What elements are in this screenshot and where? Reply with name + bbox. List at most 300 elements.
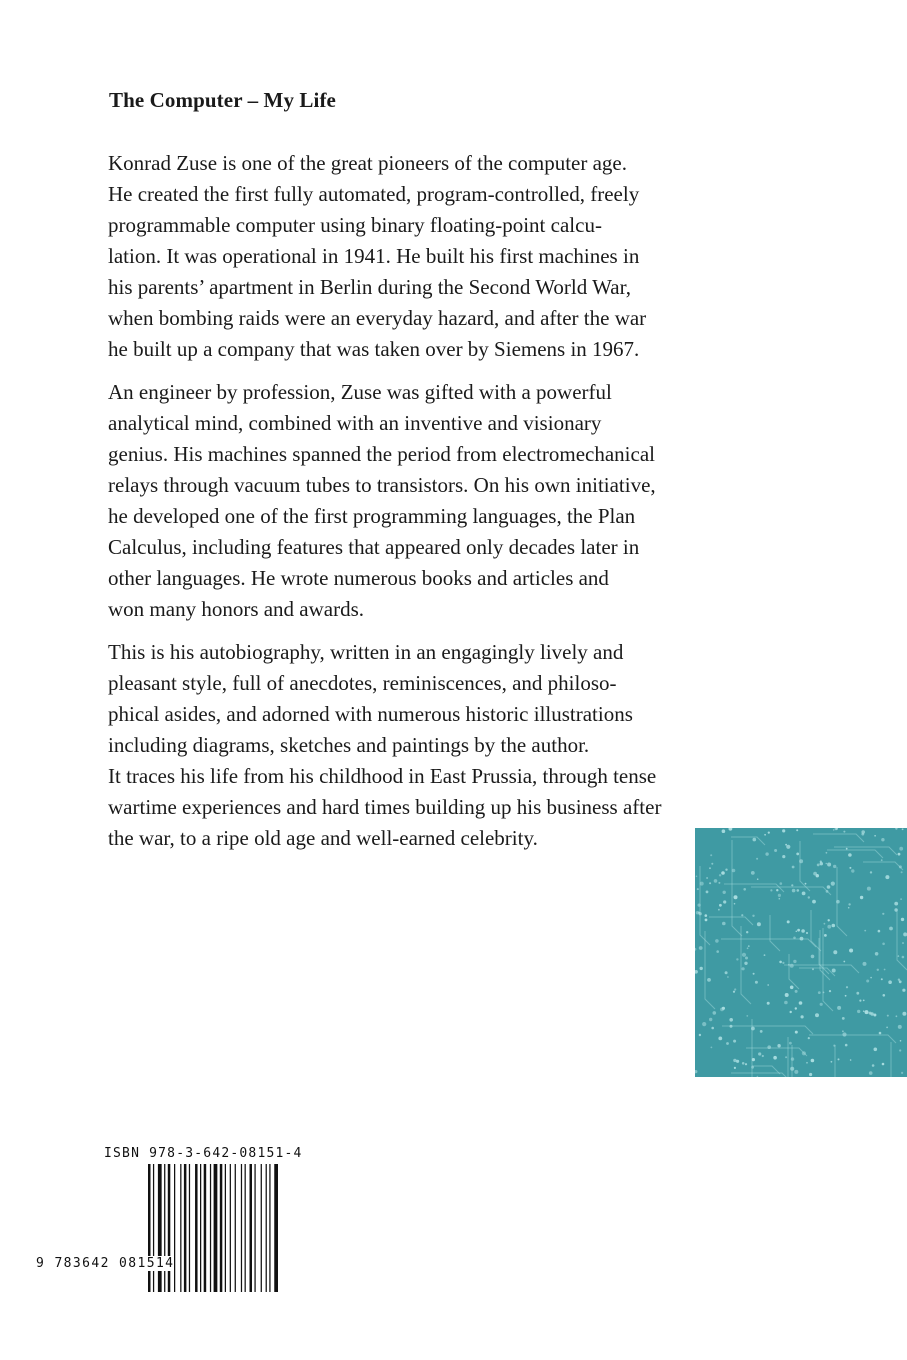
circuit-solder-dot (779, 961, 782, 964)
circuit-solder-dot (741, 914, 743, 916)
circuit-solder-dot (782, 829, 785, 832)
circuit-solder-dot (881, 838, 884, 841)
circuit-solder-dot (800, 937, 804, 941)
circuit-solder-dot (744, 962, 747, 965)
circuit-solder-dot (760, 1030, 763, 1033)
circuit-solder-dot (787, 920, 790, 923)
circuit-solder-dot (780, 882, 783, 885)
circuit-solder-dot (757, 922, 761, 926)
circuit-solder-dot (837, 1006, 841, 1010)
circuit-solder-dot (777, 1044, 780, 1047)
circuit-trace (746, 1048, 807, 1056)
circuit-solder-dot (870, 871, 872, 873)
barcode-bar (164, 1164, 165, 1292)
circuit-solder-dot (770, 889, 772, 891)
circuit-solder-dot (767, 1045, 771, 1049)
circuit-solder-dot (695, 970, 698, 974)
circuit-solder-dot (902, 1012, 906, 1016)
circuit-solder-dot (811, 955, 815, 959)
text-line: He created the first fully automated, program-controlled, freely (108, 182, 640, 206)
circuit-solder-dot (884, 969, 886, 971)
circuit-trace (827, 850, 883, 858)
circuit-solder-dot (716, 950, 719, 953)
text-line: when bombing raids were an everyday hazard, and after the war (108, 306, 647, 330)
circuit-solder-dot (700, 967, 703, 970)
text-line: programmable computer using binary floating-point calcu- (108, 213, 602, 237)
circuit-solder-dot (806, 932, 808, 934)
circuit-solder-dot (768, 832, 770, 834)
barcode-bar (200, 1164, 201, 1292)
circuit-solder-dot (795, 1031, 798, 1034)
circuit-solder-dot (849, 867, 851, 869)
circuit-solder-dot (726, 1042, 729, 1045)
circuit-solder-dot (791, 1057, 794, 1060)
circuit-solder-dot (785, 844, 787, 846)
circuit-solder-dot (901, 1072, 903, 1074)
barcode-bar (266, 1164, 267, 1292)
circuit-solder-dot (832, 969, 836, 973)
circuit-solder-dot (785, 993, 789, 997)
circuit-solder-dot (823, 992, 825, 994)
circuit-solder-dot (723, 891, 726, 894)
circuit-solder-dot (695, 948, 696, 951)
circuit-solder-dot (755, 981, 758, 984)
circuit-solder-dot (733, 1040, 736, 1043)
circuit-solder-dot (869, 1071, 873, 1075)
circuit-solder-dot (794, 1070, 798, 1074)
circuit-solder-dot (826, 890, 829, 893)
circuit-solder-dot (848, 903, 850, 905)
circuit-solder-dot (812, 968, 814, 970)
circuit-solder-dot (773, 1056, 777, 1060)
circuit-trace (799, 968, 835, 976)
circuit-solder-dot (706, 891, 709, 894)
circuit-solder-dot (874, 835, 876, 837)
circuit-solder-dot (829, 990, 831, 992)
circuit-solder-dot (799, 859, 803, 863)
circuit-solder-dot (733, 991, 735, 993)
barcode-image (148, 1164, 280, 1292)
circuit-solder-dot (782, 962, 784, 964)
circuit-solder-dot (889, 927, 893, 931)
circuit-solder-dot (902, 956, 905, 959)
circuit-solder-dot (747, 947, 749, 949)
circuit-solder-dot (695, 1070, 697, 1073)
text-line: relays through vacuum tubes to transistors. On his own initiative, (108, 473, 656, 497)
circuit-solder-dot (882, 913, 884, 915)
barcode-bar (210, 1164, 211, 1292)
circuit-solder-dot (779, 898, 781, 900)
isbn-barcode-block (104, 1146, 314, 1297)
text-line: This is his autobiography, written in an engagingly lively and (108, 640, 624, 664)
circuit-trace (731, 1073, 790, 1077)
barcode-bar (274, 1164, 278, 1292)
circuit-solder-dot (902, 989, 905, 992)
circuit-solder-dot (842, 1030, 844, 1032)
circuit-solder-dot (734, 988, 736, 990)
barcode-bar (214, 1164, 218, 1292)
circuit-solder-dot (849, 949, 853, 953)
circuit-solder-dot (833, 950, 837, 954)
circuit-solder-dot (705, 914, 708, 917)
circuit-solder-dot (860, 896, 863, 899)
circuit-solder-dot (790, 964, 794, 968)
circuit-solder-dot (710, 854, 712, 856)
circuit-solder-dot (816, 874, 819, 877)
circuit-solder-dot (736, 958, 738, 960)
circuit-solder-dot (900, 1040, 902, 1042)
circuit-solder-dot (859, 1000, 861, 1002)
text-line: It traces his life from his childhood in East Prussia, through tense (108, 764, 657, 788)
circuit-solder-dot (725, 971, 728, 974)
circuit-solder-dot (861, 830, 865, 834)
circuit-solder-dot (872, 1064, 875, 1067)
isbn-label: ISBN 978-3-642-08151-4 (104, 1146, 303, 1161)
circuit-solder-dot (797, 889, 800, 892)
circuit-trace (891, 1042, 901, 1077)
circuit-solder-dot (756, 858, 758, 860)
circuit-solder-dot (848, 907, 850, 909)
text-line: Calculus, including features that appeared only decades later in (108, 535, 640, 559)
circuit-solder-dot (732, 869, 736, 873)
circuit-solder-dot (767, 984, 769, 986)
circuit-solder-dot (874, 1048, 878, 1052)
circuit-solder-dot (727, 976, 729, 978)
circuit-solder-dot (801, 1015, 804, 1018)
circuit-solder-dot (714, 879, 718, 883)
circuit-solder-dot (835, 828, 838, 830)
circuit-solder-dot (808, 1037, 810, 1039)
circuit-solder-dot (902, 942, 904, 944)
circuit-solder-dot (751, 871, 755, 875)
circuit-solder-dot (902, 828, 904, 830)
circuit-solder-dot (865, 1010, 869, 1014)
circuit-solder-dot (799, 1001, 803, 1005)
circuit-solder-dot (784, 1001, 788, 1005)
circuit-solder-dot (842, 1017, 845, 1020)
circuit-trace (813, 834, 864, 842)
circuit-solder-dot (886, 1027, 888, 1029)
circuit-solder-dot (782, 855, 785, 858)
circuit-solder-dot (796, 931, 798, 933)
text-line: lation. It was operational in 1941. He built his first machines in (108, 244, 640, 268)
circuit-solder-dot (899, 847, 903, 851)
circuit-solder-dot (711, 1027, 714, 1030)
circuit-solder-dot (764, 834, 766, 836)
circuit-solder-dot (746, 931, 748, 933)
circuit-solder-dot (836, 900, 840, 904)
circuit-solder-dot (827, 925, 831, 929)
circuit-solder-dot (903, 932, 907, 936)
circuit-solder-dot (850, 1059, 852, 1061)
circuit-solder-dot (746, 1015, 748, 1017)
circuit-solder-dot (898, 853, 901, 856)
circuit-trace (809, 1035, 896, 1043)
circuit-solder-dot (898, 1025, 902, 1029)
circuit-solder-dot (698, 904, 701, 907)
barcode-bar (148, 1164, 151, 1292)
circuit-solder-dot (887, 1015, 889, 1017)
circuit-solder-dot (833, 865, 836, 868)
barcode-bar (261, 1164, 262, 1292)
circuit-solder-dot (776, 889, 778, 891)
circuit-solder-dot (745, 957, 748, 960)
text-line: he developed one of the first programming languages, the Plan (108, 504, 636, 528)
barcode-bar (245, 1164, 246, 1292)
circuit-solder-dot (722, 1007, 725, 1010)
circuit-solder-dot (718, 1037, 722, 1041)
circuit-solder-dot (788, 964, 790, 966)
circuit-solder-dot (757, 878, 759, 880)
circuit-solder-dot (757, 1076, 759, 1077)
text-line: Konrad Zuse is one of the great pioneers of the computer age. (108, 151, 627, 175)
circuit-solder-dot (753, 973, 755, 975)
circuit-solder-dot (702, 1022, 706, 1026)
circuit-solder-dot (863, 962, 867, 966)
circuit-solder-dot (729, 828, 733, 831)
text-line: he built up a company that was taken over by Siemens in 1967. (108, 337, 640, 361)
circuit-solder-dot (721, 871, 725, 875)
circuit-solder-dot (811, 1059, 815, 1063)
circuit-solder-dot (793, 937, 796, 940)
circuit-solder-dot (824, 934, 827, 937)
text-line: the war, to a ripe old age and well-earned celebrity. (108, 826, 538, 850)
circuit-solder-dot (809, 1073, 812, 1076)
circuit-solder-dot (843, 831, 845, 833)
barcode-bar (204, 1164, 207, 1292)
circuit-solder-dot (805, 883, 807, 885)
circuit-solder-dot (698, 912, 700, 914)
circuit-solder-dot (831, 882, 835, 886)
circuit-solder-dot (894, 908, 897, 911)
circuit-solder-dot (826, 863, 828, 865)
circuit-solder-dot (791, 884, 793, 886)
circuit-solder-dot (792, 866, 795, 869)
circuit-solder-dot (879, 1032, 882, 1035)
barcode-bar (180, 1164, 181, 1292)
circuit-solder-dot (697, 888, 699, 890)
text-line: won many honors and awards. (108, 597, 365, 621)
circuit-solder-dot (870, 1012, 873, 1015)
circuit-solder-dot (828, 919, 830, 921)
circuit-trace (835, 1045, 845, 1077)
circuit-solder-dot (863, 1000, 865, 1002)
circuit-solder-dot (877, 969, 879, 971)
blurb-paragraph-3 (108, 637, 668, 854)
circuit-solder-dot (743, 888, 746, 891)
circuit-solder-dot (882, 1063, 885, 1066)
circuit-solder-dot (843, 961, 845, 963)
circuit-solder-dot (767, 1002, 770, 1005)
circuit-solder-dot (789, 1042, 792, 1045)
circuit-solder-dot (824, 923, 826, 925)
circuit-solder-dot (722, 829, 726, 833)
circuit-solder-dot (826, 852, 828, 854)
circuit-solder-dot (863, 1010, 865, 1012)
circuit-solder-dot (870, 977, 872, 979)
circuit-solder-dot (898, 955, 900, 957)
barcode-bar (174, 1164, 175, 1292)
circuit-trace (789, 954, 799, 989)
circuit-solder-dot (802, 892, 806, 896)
circuit-solder-dot (801, 929, 805, 933)
circuit-solder-dot (806, 1062, 808, 1064)
circuit-solder-dot (722, 922, 726, 926)
circuit-solder-dot (820, 1003, 823, 1006)
circuit-solder-dot (842, 1032, 846, 1036)
circuit-solder-dot (751, 1066, 754, 1069)
circuit-solder-dot (713, 1011, 717, 1015)
barcode-bar (168, 1164, 171, 1292)
circuit-solder-dot (790, 986, 794, 990)
book-title: The Computer – My Life (109, 88, 336, 112)
circuit-solder-dot (742, 1062, 745, 1065)
circuit-solder-dot (719, 874, 721, 876)
circuit-solder-dot (729, 1018, 733, 1022)
circuit-trace (722, 1026, 813, 1034)
circuit-trace (709, 917, 753, 925)
circuit-solder-dot (764, 954, 766, 956)
barcode-digits: 9 783642 081514 (36, 1256, 175, 1271)
circuit-solder-dot (797, 929, 800, 932)
circuit-solder-dot (753, 838, 757, 842)
circuit-solder-dot (715, 939, 719, 943)
circuit-solder-dot (838, 1058, 840, 1060)
circuit-trace (724, 884, 784, 892)
circuit-solder-dot (845, 995, 847, 997)
circuit-board-graphic (695, 828, 907, 1077)
barcode-bar (195, 1164, 198, 1292)
circuit-trace (731, 837, 765, 845)
text-line: wartime experiences and hard times building up his business after (108, 795, 662, 819)
circuit-solder-dot (894, 902, 898, 906)
text-line: analytical mind, combined with an inventive and visionary (108, 411, 602, 435)
circuit-solder-dot (899, 865, 902, 868)
circuit-solder-dot (709, 1018, 712, 1021)
circuit-solder-dot (748, 945, 750, 947)
circuit-solder-dot (734, 903, 736, 905)
circuit-solder-dot (875, 952, 879, 956)
barcode-bar (184, 1164, 187, 1292)
circuit-solder-dot (699, 946, 703, 950)
barcode-bar (235, 1164, 236, 1292)
circuit-solder-dot (762, 1055, 764, 1057)
blurb-paragraph-1 (108, 148, 668, 365)
circuit-solder-dot (817, 864, 820, 867)
circuit-solder-dot (857, 1010, 860, 1013)
circuit-solder-dot (774, 849, 777, 852)
circuit-solder-dot (790, 1011, 792, 1013)
barcode-bar (225, 1164, 226, 1292)
circuit-trace (863, 862, 903, 870)
circuit-solder-dot (901, 871, 903, 873)
circuit-solder-dot (730, 1025, 733, 1028)
circuit-solder-dot (802, 1051, 806, 1055)
circuit-solder-dot (734, 1067, 736, 1069)
circuit-solder-dot (867, 887, 871, 891)
circuit-solder-dot (900, 898, 902, 900)
circuit-trace (732, 840, 742, 936)
text-line: other languages. He wrote numerous books and articles and (108, 566, 609, 590)
blurb-text (108, 148, 668, 866)
text-line: genius. His machines spanned the period from electromechanical (108, 442, 655, 466)
circuit-trace (751, 887, 831, 895)
circuit-solder-dot (765, 852, 768, 855)
circuit-board-image (695, 828, 907, 1077)
circuit-solder-dot (709, 882, 711, 884)
circuit-solder-dot (846, 848, 848, 850)
text-line: phical asides, and adorned with numerous historic illustrations (108, 702, 633, 726)
text-line: pleasant style, full of anecdotes, reminiscences, and philoso- (108, 671, 617, 695)
circuit-solder-dot (733, 1059, 736, 1062)
text-line: his parents’ apartment in Berlin during the Second World War, (108, 275, 631, 299)
text-line: An engineer by profession, Zuse was gifted with a powerful (108, 380, 612, 404)
circuit-trace (770, 915, 780, 951)
circuit-solder-dot (808, 896, 810, 898)
barcode-bar (254, 1164, 255, 1292)
circuit-solder-dot (827, 885, 831, 889)
circuit-solder-dot (793, 960, 796, 963)
circuit-solder-dot (705, 919, 708, 922)
circuit-solder-dot (885, 875, 889, 879)
circuit-solder-dot (846, 986, 848, 988)
circuit-solder-dot (758, 1052, 761, 1055)
barcode-bar (220, 1164, 223, 1292)
circuit-solder-dot (786, 845, 790, 849)
barcode-bar (189, 1164, 190, 1292)
circuit-solder-dot (882, 943, 885, 946)
circuit-solder-dot (778, 894, 781, 897)
circuit-solder-dot (718, 909, 720, 911)
circuit-solder-dot (899, 980, 902, 983)
circuit-trace (705, 931, 715, 1009)
circuit-trace (820, 930, 830, 980)
circuit-solder-dot (709, 867, 711, 869)
circuit-solder-dot (832, 924, 836, 928)
circuit-solder-dot (752, 1058, 755, 1061)
circuit-solder-dot (866, 980, 869, 983)
circuit-solder-dot (699, 1034, 701, 1036)
barcode-bar (153, 1164, 154, 1292)
circuit-solder-dot (700, 882, 704, 886)
circuit-solder-dot (706, 877, 708, 879)
circuit-solder-dot (901, 918, 904, 921)
circuit-solder-dot (707, 978, 711, 982)
circuit-solder-dot (845, 1044, 848, 1047)
circuit-solder-dot (856, 992, 859, 995)
circuit-solder-dot (815, 1013, 819, 1017)
circuit-solder-dot (818, 991, 821, 994)
circuit-solder-dot (742, 953, 746, 957)
circuit-solder-dot (883, 994, 886, 997)
text-line: including diagrams, sketches and paintings by the author. (108, 733, 590, 757)
circuit-solder-dot (742, 967, 745, 970)
barcode-bar (241, 1164, 242, 1292)
circuit-solder-dot (751, 1027, 755, 1031)
circuit-solder-dot (745, 1063, 747, 1065)
circuit-solder-dot (864, 930, 866, 932)
blurb-paragraph-2 (108, 377, 668, 625)
circuit-trace (834, 847, 897, 855)
circuit-solder-dot (711, 1047, 713, 1049)
circuit-solder-dot (881, 859, 883, 861)
circuit-solder-dot (895, 828, 897, 830)
circuit-solder-dot (896, 1015, 898, 1017)
circuit-solder-dot (723, 900, 726, 903)
circuit-solder-dot (831, 1061, 833, 1063)
circuit-solder-dot (888, 980, 892, 984)
circuit-solder-dot (796, 853, 799, 856)
